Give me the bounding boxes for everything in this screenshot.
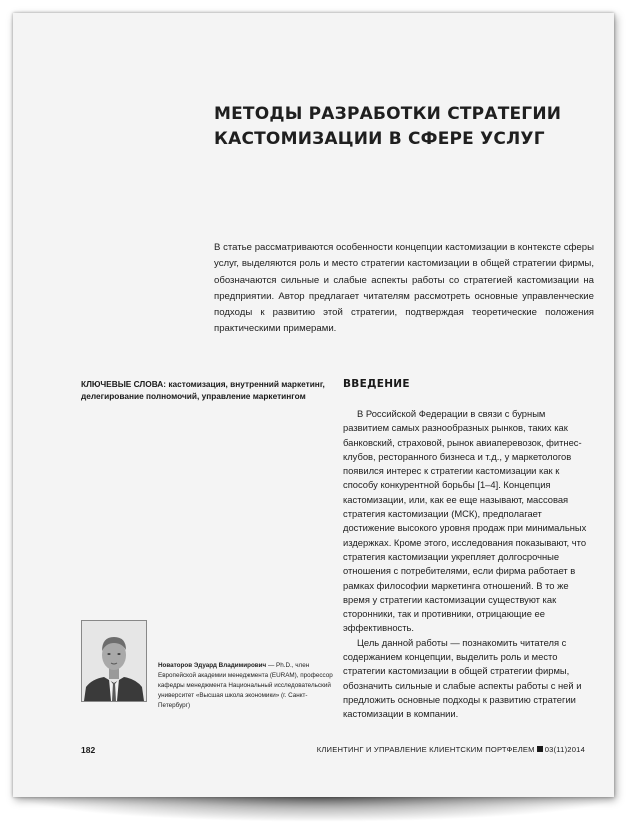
author-details: — Ph.D., член Европейской академии менеджмента (EURAM), профессор кафедры менеджмента Национальный исследовательский университет «Высшая школа экономики» (г. Санкт-Петербург) [158, 662, 333, 709]
journal-title: КЛИЕНТИНГ И УПРАВЛЕНИЕ КЛИЕНТСКИМ ПОРТФЕЛЕМ [316, 745, 535, 754]
author-bio [158, 661, 338, 711]
body-paragraph-2: Цель данной работы — познакомить читателя с содержанием концепции, выделить роль и место стратегии кастомизации в общей стратегии фирмы, обозначить сильные и слабые аспекты работы с ней и предложить основные подходы к развитию стратегии кастомизации в компании. [343, 636, 582, 720]
body-text [343, 407, 587, 722]
page-number: 182 [81, 745, 96, 755]
article-title [214, 102, 594, 152]
issue-number: 03(11)2014 [544, 745, 585, 754]
keywords-label: КЛЮЧЕВЫЕ СЛОВА: [81, 379, 167, 389]
author-portrait-image [82, 621, 146, 701]
title-line-2: КАСТОМИЗАЦИИ В СФЕРЕ УСЛУГ [214, 129, 545, 149]
keywords-block [81, 379, 331, 402]
running-head [317, 745, 585, 754]
page-shadow [14, 796, 624, 822]
keywords-text: кастомизация, внутренний маркетинг, делегирование полномочий, управление маркетингом [81, 379, 325, 401]
article-abstract: В статье рассматриваются особенности концепции кастомизации в контексте сферы услуг, выделяются роль и место стратегии кастомизации в общей стратегии фирмы, обозначаются сильные и слабые аспекты работы со стратегией кастомизации на предприятии. Автор предлагает читателям рассмотреть основные управленческие подходы к развитию этой стратегии, подтверждая теоретические положения практическими примерами. [214, 242, 594, 335]
body-paragraph-1: В Российской Федерации в связи с бурным развитием самых разнообразных рынков, таких как банковский, страховой, рынок авиаперевозок, фитнес-клубов, ресторанного бизнеса и т.д., у маркетологов появился интерес к стратегии кастомизации как к способу конкурентной борьбы [1–4]. Концепция кастомизации, или, как ее еще называют, массовая стратегия кастомизации (МСК), предполагает достижение высокого уровня продаж при минимальных издержках. Кроме этого, исследования показывают, что стратегия кастомизации укрепляет долгосрочные отношения с потребителями, если фирма работает в рамках философии маркетинга отношений. В то же время у стратегии кастомизации существуют как сторонники, так и противники, отрицающие ее эффективность. [343, 408, 587, 634]
author-name: Новаторов Эдуард Владимирович [158, 662, 267, 669]
square-bullet-icon [537, 746, 543, 752]
author-photo [81, 620, 147, 702]
section-heading: ВВЕДЕНИЕ [343, 378, 410, 390]
title-line-1: МЕТОДЫ РАЗРАБОТКИ СТРАТЕГИИ [214, 104, 562, 124]
